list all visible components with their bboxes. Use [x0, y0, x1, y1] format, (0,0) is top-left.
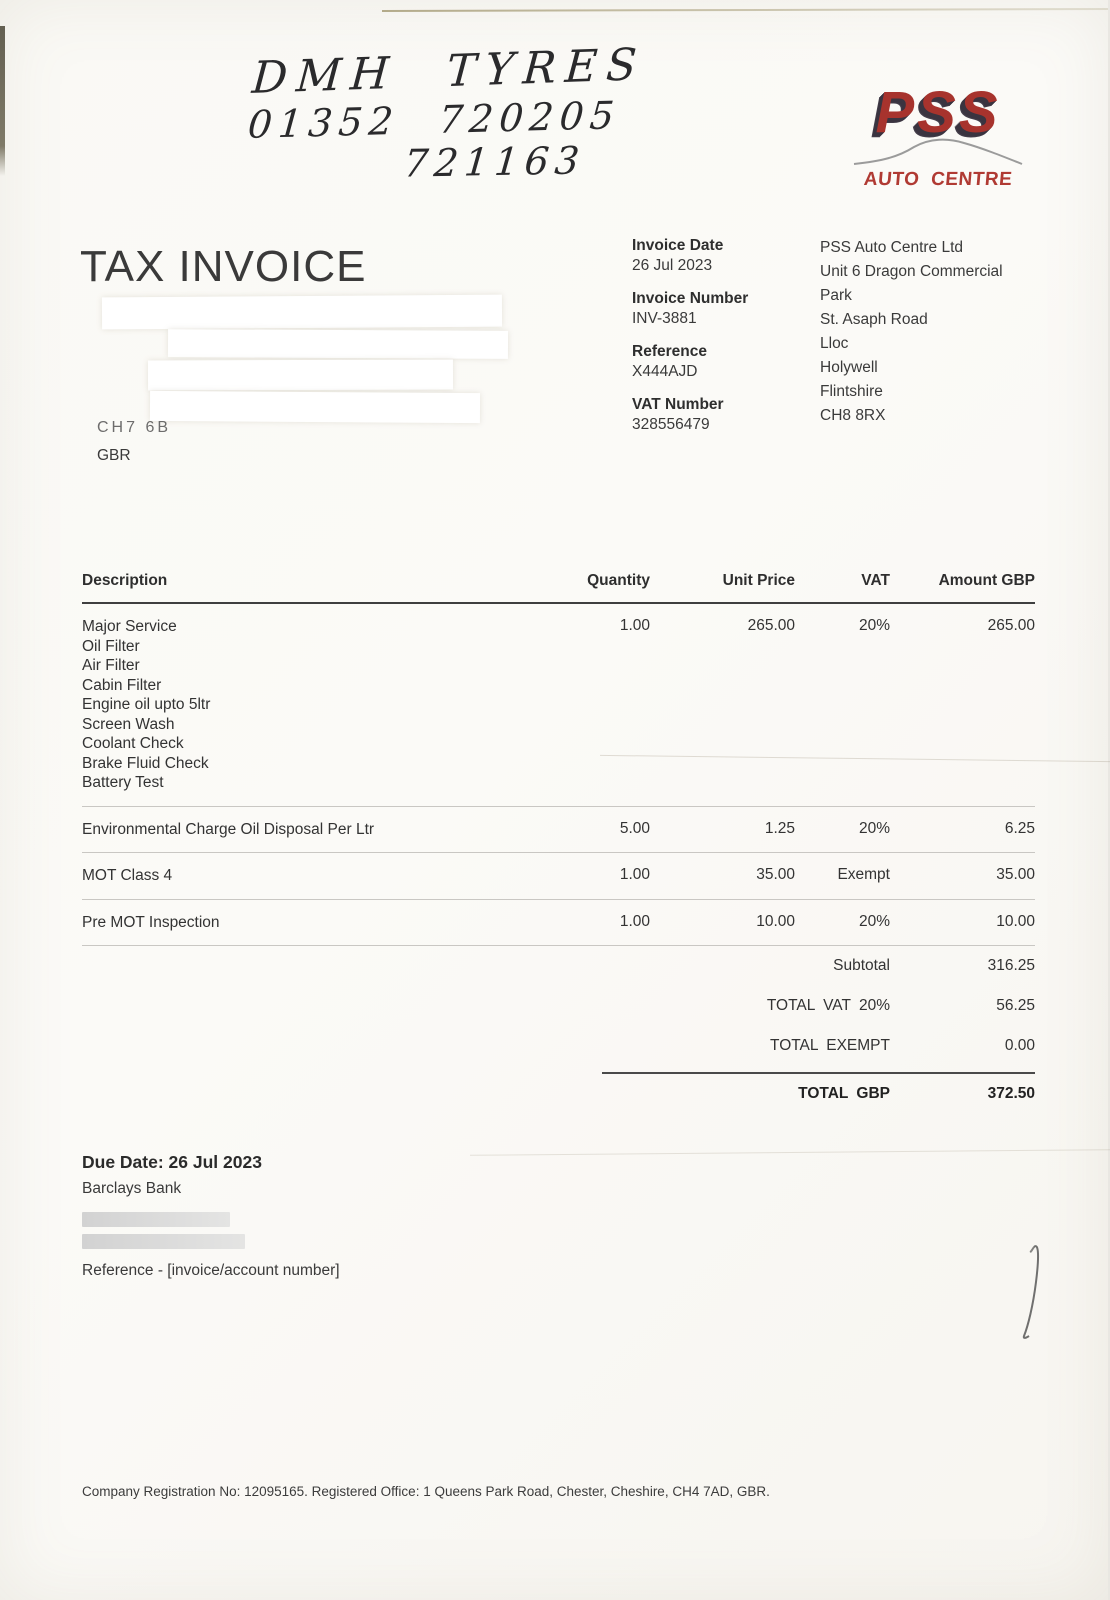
row-quantity: 5.00 — [619, 819, 650, 837]
total-vat-value: 56.25 — [996, 997, 1035, 1014]
car-silhouette-icon — [838, 134, 1038, 173]
handwritten-note-line-2: 01352 720205 — [246, 93, 622, 147]
seller-address-line: St. Asaph Road — [820, 311, 928, 328]
reference-value: X444AJD — [632, 363, 698, 380]
invoice-date-group — [632, 236, 812, 276]
logo-tagline-text: AUTO CENTRE — [862, 169, 1014, 190]
seller-address — [820, 236, 1020, 428]
table-row — [82, 807, 1035, 854]
total-vat-label: TOTAL VAT 20% — [766, 997, 890, 1014]
row-unit-price: 35.00 — [756, 866, 795, 883]
page-title: TAX INVOICE — [80, 242, 367, 291]
subtotal-label: Subtotal — [833, 957, 890, 974]
line-items-table — [82, 572, 1035, 1114]
invoice-meta — [632, 236, 812, 448]
grand-total-label: TOTAL GBP — [798, 1085, 890, 1102]
payment-reference-note: Reference - [invoice/account number] — [82, 1262, 340, 1279]
header-quantity: Quantity — [587, 572, 650, 589]
reference-label: Reference — [632, 343, 707, 360]
seller-address-line: Lloc — [820, 335, 849, 352]
pss-auto-centre-logo — [838, 80, 1038, 191]
vat-number-label: VAT Number — [632, 396, 724, 413]
due-date: Due Date: 26 Jul 2023 — [82, 1152, 262, 1172]
row-description: Major Service Oil Filter Air Filter Cabin Filter Engine oil upto 5ltr Screen Wash Coolant Check Brake Fluid Check Battery Test — [82, 618, 211, 791]
table-header-row — [82, 572, 1035, 604]
handwritten-note-line-3: 721163 — [402, 138, 587, 186]
reference-group — [632, 342, 812, 382]
row-quantity: 1.00 — [619, 866, 650, 883]
vat-number-group — [632, 395, 812, 435]
company-registration-footer: Company Registration No: 12095165. Registered Office: 1 Queens Park Road, Chester, Cheshire, CH4 7AD, GBR. — [82, 1484, 770, 1499]
table-row — [82, 853, 1035, 900]
customer-postcode-partial: CH7 6B — [97, 419, 172, 436]
scan-artifact-left-edge — [0, 26, 5, 176]
row-vat: 20% — [858, 912, 890, 930]
handwritten-note-line-1: DMH TYRES — [250, 39, 648, 104]
subtotal-value: 316.25 — [987, 957, 1035, 974]
scan-artifact-top-edge — [382, 8, 1108, 12]
row-amount: 35.00 — [996, 866, 1035, 883]
pen-mark-artifact — [1005, 1238, 1050, 1348]
row-description: Environmental Charge Oil Disposal Per Ltr — [82, 820, 375, 838]
grand-total-row — [82, 1074, 1035, 1114]
row-unit-price: 1.25 — [764, 819, 795, 837]
row-quantity: 1.00 — [619, 617, 650, 634]
total-exempt-label: TOTAL EXEMPT — [770, 1037, 890, 1054]
row-unit-price: 10.00 — [756, 912, 795, 930]
payment-details — [82, 1152, 340, 1280]
invoice-date-value: 26 Jul 2023 — [632, 257, 713, 274]
customer-country: GBR — [97, 447, 131, 464]
row-amount: 10.00 — [996, 912, 1035, 930]
header-description: Description — [82, 572, 168, 589]
row-description: MOT Class 4 — [82, 867, 173, 884]
seller-address-line: Flintshire — [820, 383, 883, 400]
total-exempt-row — [82, 1026, 1035, 1066]
redaction-block — [148, 359, 453, 390]
row-vat: 20% — [858, 819, 890, 837]
seller-address-line: Holywell — [820, 359, 878, 376]
row-quantity: 1.00 — [619, 912, 650, 930]
logo-brand-text: PSS — [875, 80, 1001, 145]
header-vat: VAT — [861, 572, 890, 589]
row-vat: 20% — [858, 617, 890, 634]
header-unit-price: Unit Price — [722, 572, 795, 589]
subtotal-row — [82, 946, 1035, 986]
row-vat: Exempt — [837, 866, 890, 883]
seller-name: PSS Auto Centre Ltd — [820, 239, 964, 256]
redaction-block — [168, 329, 508, 359]
row-amount: 6.25 — [1004, 819, 1035, 837]
invoice-number-group — [632, 289, 812, 329]
redacted-account-number — [82, 1234, 245, 1249]
seller-address-line: Unit 6 Dragon Commercial Park — [820, 263, 1003, 304]
invoice-date-label: Invoice Date — [632, 237, 724, 254]
row-unit-price: 265.00 — [747, 617, 795, 634]
total-exempt-value: 0.00 — [1004, 1037, 1035, 1054]
redacted-sort-code — [82, 1212, 230, 1227]
invoice-number-value: INV-3881 — [632, 310, 697, 327]
vat-number-value: 328556479 — [632, 416, 710, 433]
scan-crease — [470, 1149, 1110, 1156]
total-vat-row — [82, 986, 1035, 1026]
row-description: Pre MOT Inspection — [82, 913, 220, 931]
row-amount: 265.00 — [987, 617, 1035, 634]
grand-total-value: 372.50 — [987, 1085, 1035, 1102]
redaction-block — [102, 295, 502, 330]
bank-name: Barclays Bank — [82, 1180, 182, 1197]
seller-address-line: CH8 8RX — [820, 407, 886, 424]
table-row — [82, 900, 1035, 947]
invoice-number-label: Invoice Number — [632, 290, 749, 307]
table-row — [82, 604, 1035, 807]
header-amount: Amount GBP — [938, 572, 1035, 589]
